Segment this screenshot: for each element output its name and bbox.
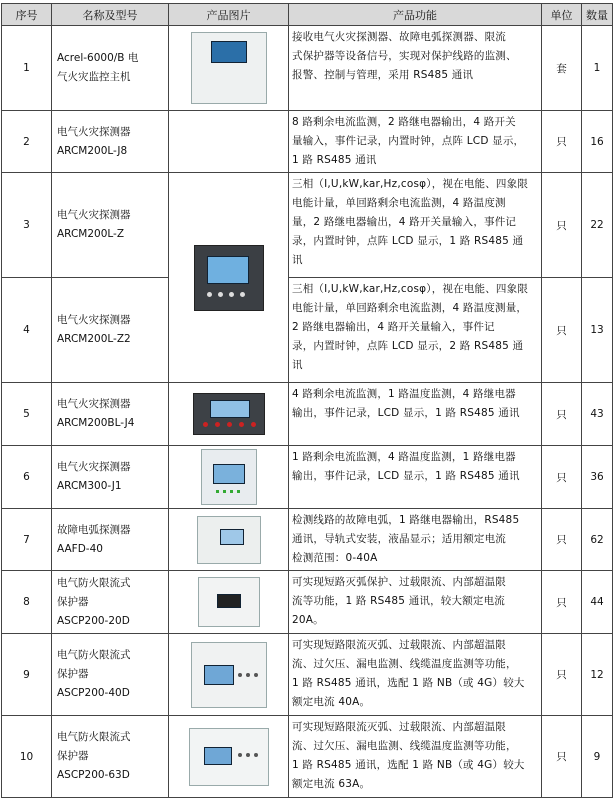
table-row <box>2 446 613 509</box>
product-function-line: 录，内置时钟，点阵 LCD 显示，2 路 RS485 通 <box>292 340 524 352</box>
product-image <box>172 449 285 505</box>
product-name-line: 气火灾监控主机 <box>57 71 131 83</box>
device-screen <box>211 41 247 63</box>
device-button <box>239 422 244 427</box>
quantity: 1 <box>582 26 613 111</box>
product-image-cell <box>169 571 289 634</box>
device-button <box>203 422 208 427</box>
product-function <box>289 634 542 716</box>
product-function-line: 输出，事件记录，LCD 显示，1 路 RS485 通讯 <box>292 407 520 419</box>
product-image <box>172 32 285 104</box>
product-function-line: 4 路剩余电流监测，1 路温度监测，4 路继电器 <box>292 388 516 400</box>
product-name-line: ARCM200L-Z2 <box>57 333 131 345</box>
product-table <box>1 3 613 798</box>
product-function-line: 通讯，导轨式安装，液晶显示；适用额定电流 <box>292 533 506 545</box>
table-row <box>2 716 613 798</box>
product-name-line: 电气火灾探测器 <box>57 209 131 221</box>
product-function-line: 1 路剩余电流监测，4 路温度监测，1 路继电器 <box>292 451 516 463</box>
header-image: 产品图片 <box>169 4 289 26</box>
product-image-cell <box>169 509 289 571</box>
row-number: 1 <box>2 26 52 111</box>
unit: 只 <box>542 173 582 278</box>
quantity: 13 <box>582 278 613 383</box>
device-led <box>230 490 233 493</box>
product-function-line: 录，内置时钟，点阵 LCD 显示，1 路 RS485 通 <box>292 235 524 247</box>
row-number: 4 <box>2 278 52 383</box>
product-name-line: ASCP200-20D <box>57 614 130 627</box>
unit: 只 <box>542 278 582 383</box>
quantity: 44 <box>582 571 613 634</box>
table-row <box>2 26 613 111</box>
row-number: 2 <box>2 111 52 173</box>
device-led <box>223 490 226 493</box>
unit: 套 <box>542 26 582 111</box>
product-name-line: 电气火灾探测器 <box>57 398 131 410</box>
device-screen <box>220 529 244 545</box>
product-image <box>172 728 285 786</box>
table-row <box>2 509 613 571</box>
product-image-cell <box>169 634 289 716</box>
product-function-line: 式保护器等设备信号，实现对保护线路的监测、 <box>292 50 517 62</box>
product-function-line: 讯 <box>292 254 303 266</box>
product-name <box>52 634 169 716</box>
product-function-line: 可实现短路限流灭弧、过载限流、内部超温限 <box>292 639 506 651</box>
product-function-line: 检测线路的故障电弧，1 路继电器输出，RS485 <box>292 514 520 526</box>
product-image-cell <box>169 173 289 383</box>
product-name-line: ARCM200L-J8 <box>57 144 128 157</box>
product-function <box>289 383 542 446</box>
header-unit: 单位 <box>542 4 582 26</box>
product-function-line: 量输入，事件记录，内置时钟，点阵 LCD 显示， <box>292 135 525 147</box>
product-function-line: 报警、控制与管理，采用 RS485 通讯 <box>292 69 474 81</box>
product-function <box>289 26 542 111</box>
product-name-line: AAFD-40 <box>57 542 103 555</box>
product-image-cell <box>169 716 289 798</box>
device-screen <box>204 747 232 765</box>
product-function <box>289 173 542 278</box>
product-image-cell <box>169 111 289 173</box>
quantity: 16 <box>582 111 613 173</box>
product-name-line: 电气火灾探测器 <box>57 461 131 473</box>
device-led <box>237 490 240 493</box>
device-button <box>251 422 256 427</box>
device-screen <box>207 256 249 284</box>
device-button <box>254 673 258 677</box>
device-screen <box>204 665 234 685</box>
unit: 只 <box>542 111 582 173</box>
product-name-line: ASCP200-40D <box>57 687 130 699</box>
row-number: 7 <box>2 509 52 571</box>
product-name <box>52 111 169 173</box>
device-screen <box>213 464 245 484</box>
product-function <box>289 509 542 571</box>
quantity: 36 <box>582 446 613 509</box>
header-name: 名称及型号 <box>52 4 169 26</box>
product-name-line: ASCP200-63D <box>57 769 130 781</box>
product-function-line: 流、过欠压、漏电监测、线缆温度监测等功能， <box>292 740 517 752</box>
product-name <box>52 173 169 278</box>
product-name <box>52 26 169 111</box>
row-number: 6 <box>2 446 52 509</box>
product-function <box>289 716 542 798</box>
header-no: 序号 <box>2 4 52 26</box>
device-button <box>207 292 212 297</box>
product-function-line: 电能计量，单回路剩余电流监测，4 路温度测量， <box>292 302 528 314</box>
product-function-line: 讯 <box>292 359 303 371</box>
table-row <box>2 634 613 716</box>
product-function-line: 2 路继电器输出，4 路开关量输入，事件记 <box>292 321 495 333</box>
product-name-line: 电气防火限流式 <box>57 649 131 661</box>
product-function-line: 三相（I,U,kW,kar,Hz,cosφ），视在电能、四象限 <box>292 178 529 190</box>
device-button <box>218 292 223 297</box>
device-button <box>215 422 220 427</box>
device-button <box>254 753 258 757</box>
device-illustration <box>197 516 261 564</box>
table-row <box>2 383 613 446</box>
product-function-line: 接收电气火灾探测器、故障电弧探测器、限流 <box>292 31 506 43</box>
product-name-line: ARCM200L-Z <box>57 228 125 240</box>
table-row <box>2 173 613 278</box>
device-illustration <box>198 577 260 627</box>
product-image <box>172 393 285 435</box>
row-number: 8 <box>2 571 52 634</box>
device-illustration <box>201 449 257 505</box>
product-name-line: Acrel-6000/B 电 <box>57 52 139 64</box>
product-name-line: 保护器 <box>57 750 89 762</box>
product-name-line: 电气防火限流式 <box>57 731 131 743</box>
product-name <box>52 716 169 798</box>
quantity: 22 <box>582 173 613 278</box>
product-image <box>172 642 285 708</box>
quantity: 12 <box>582 634 613 716</box>
product-name-line: 保护器 <box>57 595 89 608</box>
product-image-cell <box>169 26 289 111</box>
product-function-line: 额定电流 40A。 <box>292 696 371 708</box>
product-name-line: ARCM200BL-J4 <box>57 417 135 429</box>
product-name <box>52 383 169 446</box>
device-led <box>216 490 219 493</box>
product-function-line: 可实现短路灭弧保护、过载限流、内部超温限 <box>292 576 506 588</box>
table-row <box>2 111 613 173</box>
product-function-line: 可实现短路限流灭弧、过载限流、内部超温限 <box>292 721 506 733</box>
quantity: 62 <box>582 509 613 571</box>
device-button <box>238 673 242 677</box>
product-name-line: 故障电弧探测器 <box>57 523 131 536</box>
product-function-line: 额定电流 63A。 <box>292 778 371 790</box>
product-name <box>52 509 169 571</box>
product-name <box>52 446 169 509</box>
product-name-line: 电气火灾探测器 <box>57 125 131 138</box>
product-function-line: 流等功能，1 路 RS485 通讯，较大额定电流 20A。 <box>292 595 505 626</box>
product-function <box>289 111 542 173</box>
product-function <box>289 446 542 509</box>
product-image <box>172 577 285 627</box>
quantity: 43 <box>582 383 613 446</box>
row-number: 3 <box>2 173 52 278</box>
product-image <box>172 245 285 311</box>
product-function-line: 流、过欠压、漏电监测、线缆温度监测等功能， <box>292 658 517 670</box>
unit: 只 <box>542 634 582 716</box>
device-button <box>229 292 234 297</box>
row-number: 9 <box>2 634 52 716</box>
unit: 只 <box>542 446 582 509</box>
header-func: 产品功能 <box>289 4 542 26</box>
device-illustration <box>193 393 265 435</box>
product-name <box>52 278 169 383</box>
product-function-line: 8 路剩余电流监测，2 路继电器输出，4 路开关 <box>292 116 516 128</box>
device-illustration <box>194 245 264 311</box>
row-number: 5 <box>2 383 52 446</box>
product-function-line: 量，2 路继电器输出，4 路开关量输入，事件记 <box>292 216 517 228</box>
quantity: 9 <box>582 716 613 798</box>
product-image-cell <box>169 446 289 509</box>
product-function-line: 1 路 RS485 通讯 <box>292 154 377 166</box>
device-button <box>246 673 250 677</box>
device-screen <box>210 400 250 418</box>
header-qty: 数量 <box>582 4 613 26</box>
device-button <box>227 422 232 427</box>
product-function-line: 1 路 RS485 通讯，选配 1 路 NB（或 4G）较大 <box>292 677 525 689</box>
table-row <box>2 278 613 383</box>
product-name-line: 保护器 <box>57 668 89 680</box>
product-function <box>289 278 542 383</box>
header-row <box>2 4 613 26</box>
device-button <box>246 753 250 757</box>
device-illustration <box>191 642 267 708</box>
device-illustration <box>189 728 269 786</box>
device-screen <box>217 594 241 608</box>
device-button <box>240 292 245 297</box>
device-illustration <box>191 32 267 104</box>
table-row <box>2 571 613 634</box>
product-function-line: 1 路 RS485 通讯，选配 1 路 NB（或 4G）较大 <box>292 759 525 771</box>
row-number: 10 <box>2 716 52 798</box>
unit: 只 <box>542 571 582 634</box>
unit: 只 <box>542 509 582 571</box>
product-image <box>172 516 285 564</box>
product-function-line: 检测范围：0-40A <box>292 552 378 564</box>
unit: 只 <box>542 716 582 798</box>
unit: 只 <box>542 383 582 446</box>
product-function <box>289 571 542 634</box>
product-function-line: 电能计量，单回路剩余电流监测，4 路温度测 <box>292 197 506 209</box>
product-name-line: ARCM300-J1 <box>57 480 122 492</box>
product-name-line: 电气防火限流式 <box>57 576 131 589</box>
product-function-line: 三相（I,U,kW,kar,Hz,cosφ），视在电能、四象限 <box>292 283 529 295</box>
product-function-line: 输出，事件记录，LCD 显示，1 路 RS485 通讯 <box>292 470 520 482</box>
product-image-cell <box>169 383 289 446</box>
product-name-line: 电气火灾探测器 <box>57 314 131 326</box>
product-name <box>52 571 169 634</box>
device-button <box>238 753 242 757</box>
